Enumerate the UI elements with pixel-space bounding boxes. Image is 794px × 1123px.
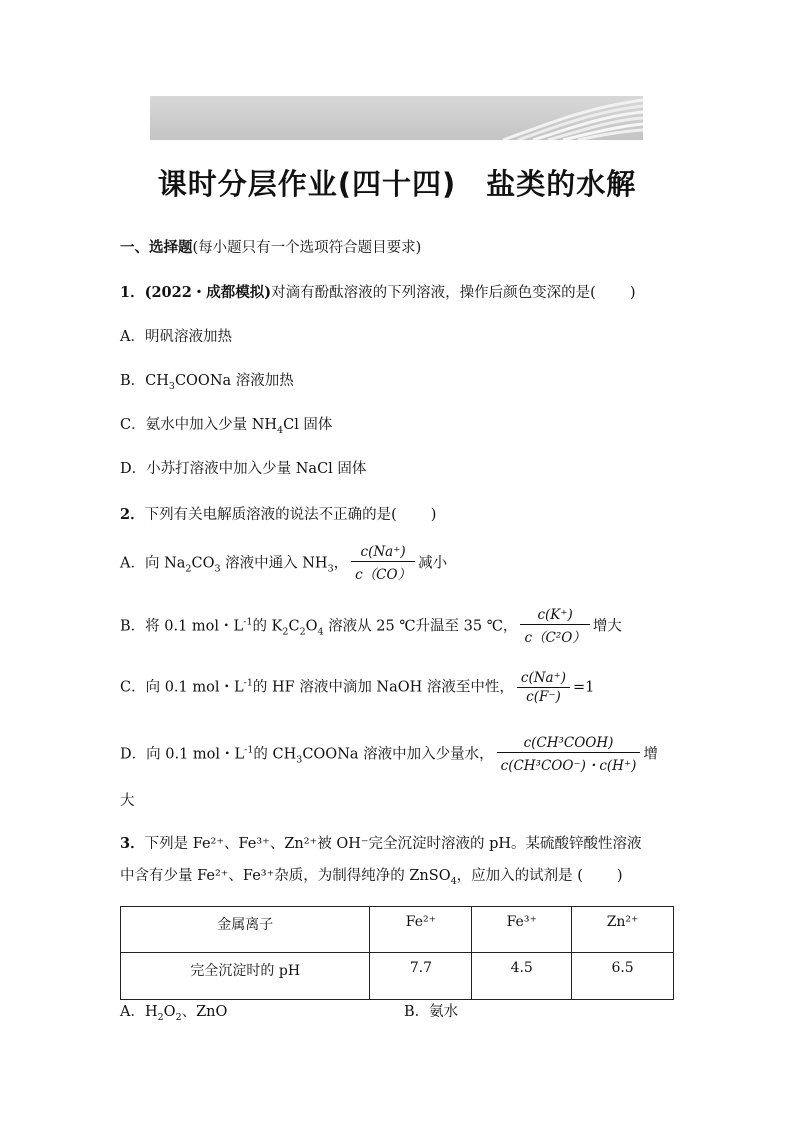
q1-option-a: A．明矾溶液加热 — [120, 329, 232, 345]
section-note: (每小题只有一个选项符合题目要求) — [192, 240, 422, 256]
table-header: Fe³⁺ — [472, 907, 572, 953]
section-heading — [120, 236, 421, 257]
q2-option-a: A．向 $Na_2CO_3$ 溶液中通入 $NH_3$， $\frac{c(Na^+)}{c(CO)}$ 减小 — [120, 544, 448, 583]
q1-option-b: B．$CH_3COONa$ 溶液加热 — [120, 373, 294, 392]
answer-bracket-close: ) — [629, 285, 636, 301]
q1-option-c: C．氨水中加入少量 $NH_4Cl$ 固体 — [120, 417, 333, 436]
q2-option-b: B．将 0.1 mol・$L^{-1}$的 $K_2C_2O_4$ 溶液从 25 ℃升温至 35 ℃， $\frac{c(K^+)}{\text{c（C²O）}}$ 增大 — [120, 607, 622, 646]
table-cell: 4.5 — [472, 953, 572, 1000]
header-banner — [150, 96, 643, 140]
q3-option-b: B．氨水 — [404, 1004, 459, 1020]
ph-table — [120, 906, 674, 1000]
decorative-swoosh — [483, 96, 643, 140]
table-header-row — [121, 907, 674, 953]
question-3-line-2: 中含有少量 Fe²⁺、Fe³⁺杂质，为制得纯净的 ZnSO$_4$，应加入的试剂是 ( ) — [120, 868, 623, 887]
answer-bracket-close: ) — [616, 868, 623, 884]
table-header: 金属离子 — [121, 907, 370, 953]
question-number: 1． — [120, 284, 145, 301]
question-number: 2． — [120, 506, 145, 523]
table-cell: 6.5 — [572, 953, 674, 1000]
question-3-line-1 — [120, 832, 642, 853]
question-number: 3． — [120, 835, 145, 852]
question-2-stem — [120, 503, 436, 524]
q3-option-a: A．$H_2O_2$、ZnO — [120, 1004, 228, 1023]
title-main: 课时分层作业(四十四) — [157, 167, 457, 201]
fraction: $\frac{c(Na^+)}{c(F^-)}$ — [517, 670, 570, 705]
title-topic: 盐类的水解 — [486, 167, 637, 201]
q2-option-d-wrap: 大 — [120, 793, 135, 809]
table-header: Zn²⁺ — [572, 907, 674, 953]
section-label: 一、选择题 — [120, 239, 193, 256]
question-text: 下列是 Fe²⁺、Fe³⁺、Zn²⁺被 OH⁻完全沉淀时溶液的 pH。某硫酸锌酸性溶液 — [144, 836, 642, 852]
question-text: 对滴有酚酞溶液的下列溶液，操作后颜色变深的是( — [271, 285, 596, 301]
question-text: 下列有关电解质溶液的说法不正确的是( — [144, 507, 397, 523]
q2-option-c: C．向 0.1 mol・$L^{-1}$的 HF 溶液中滴加 NaOH 溶液至中性， $\frac{c(Na^+)}{c(F^-)}$ =1 — [120, 670, 595, 705]
page-title — [0, 162, 794, 203]
q1-option-d: D．小苏打溶液中加入少量 NaCl 固体 — [120, 461, 367, 477]
table-cell: 完全沉淀时的 pH — [121, 953, 370, 1000]
table-row — [121, 953, 674, 1000]
fraction: $\frac{\text{c(CH³COOH)}}{\text{c(CH³COO⁻)・c(H⁺)}}$ — [497, 735, 641, 774]
fraction: $\frac{c(K^+)}{\text{c（C²O）}}$ — [520, 607, 589, 646]
q2-option-d: D．向 0.1 mol・$L^{-1}$的 $CH_3COONa$ 溶液中加入少量水， $\frac{\text{c(CH³COOH)}}{\text{c(CH³COO⁻)・c(H⁺)}}$ 增 — [120, 735, 658, 774]
question-1-stem — [120, 281, 636, 302]
table-header: Fe²⁺ — [370, 907, 472, 953]
table-cell: 7.7 — [370, 953, 472, 1000]
fraction: $\frac{c(Na^+)}{c(CO)}$ — [351, 544, 415, 583]
question-source: (2022・成都模拟) — [144, 284, 272, 301]
answer-bracket-close: ) — [430, 507, 437, 523]
